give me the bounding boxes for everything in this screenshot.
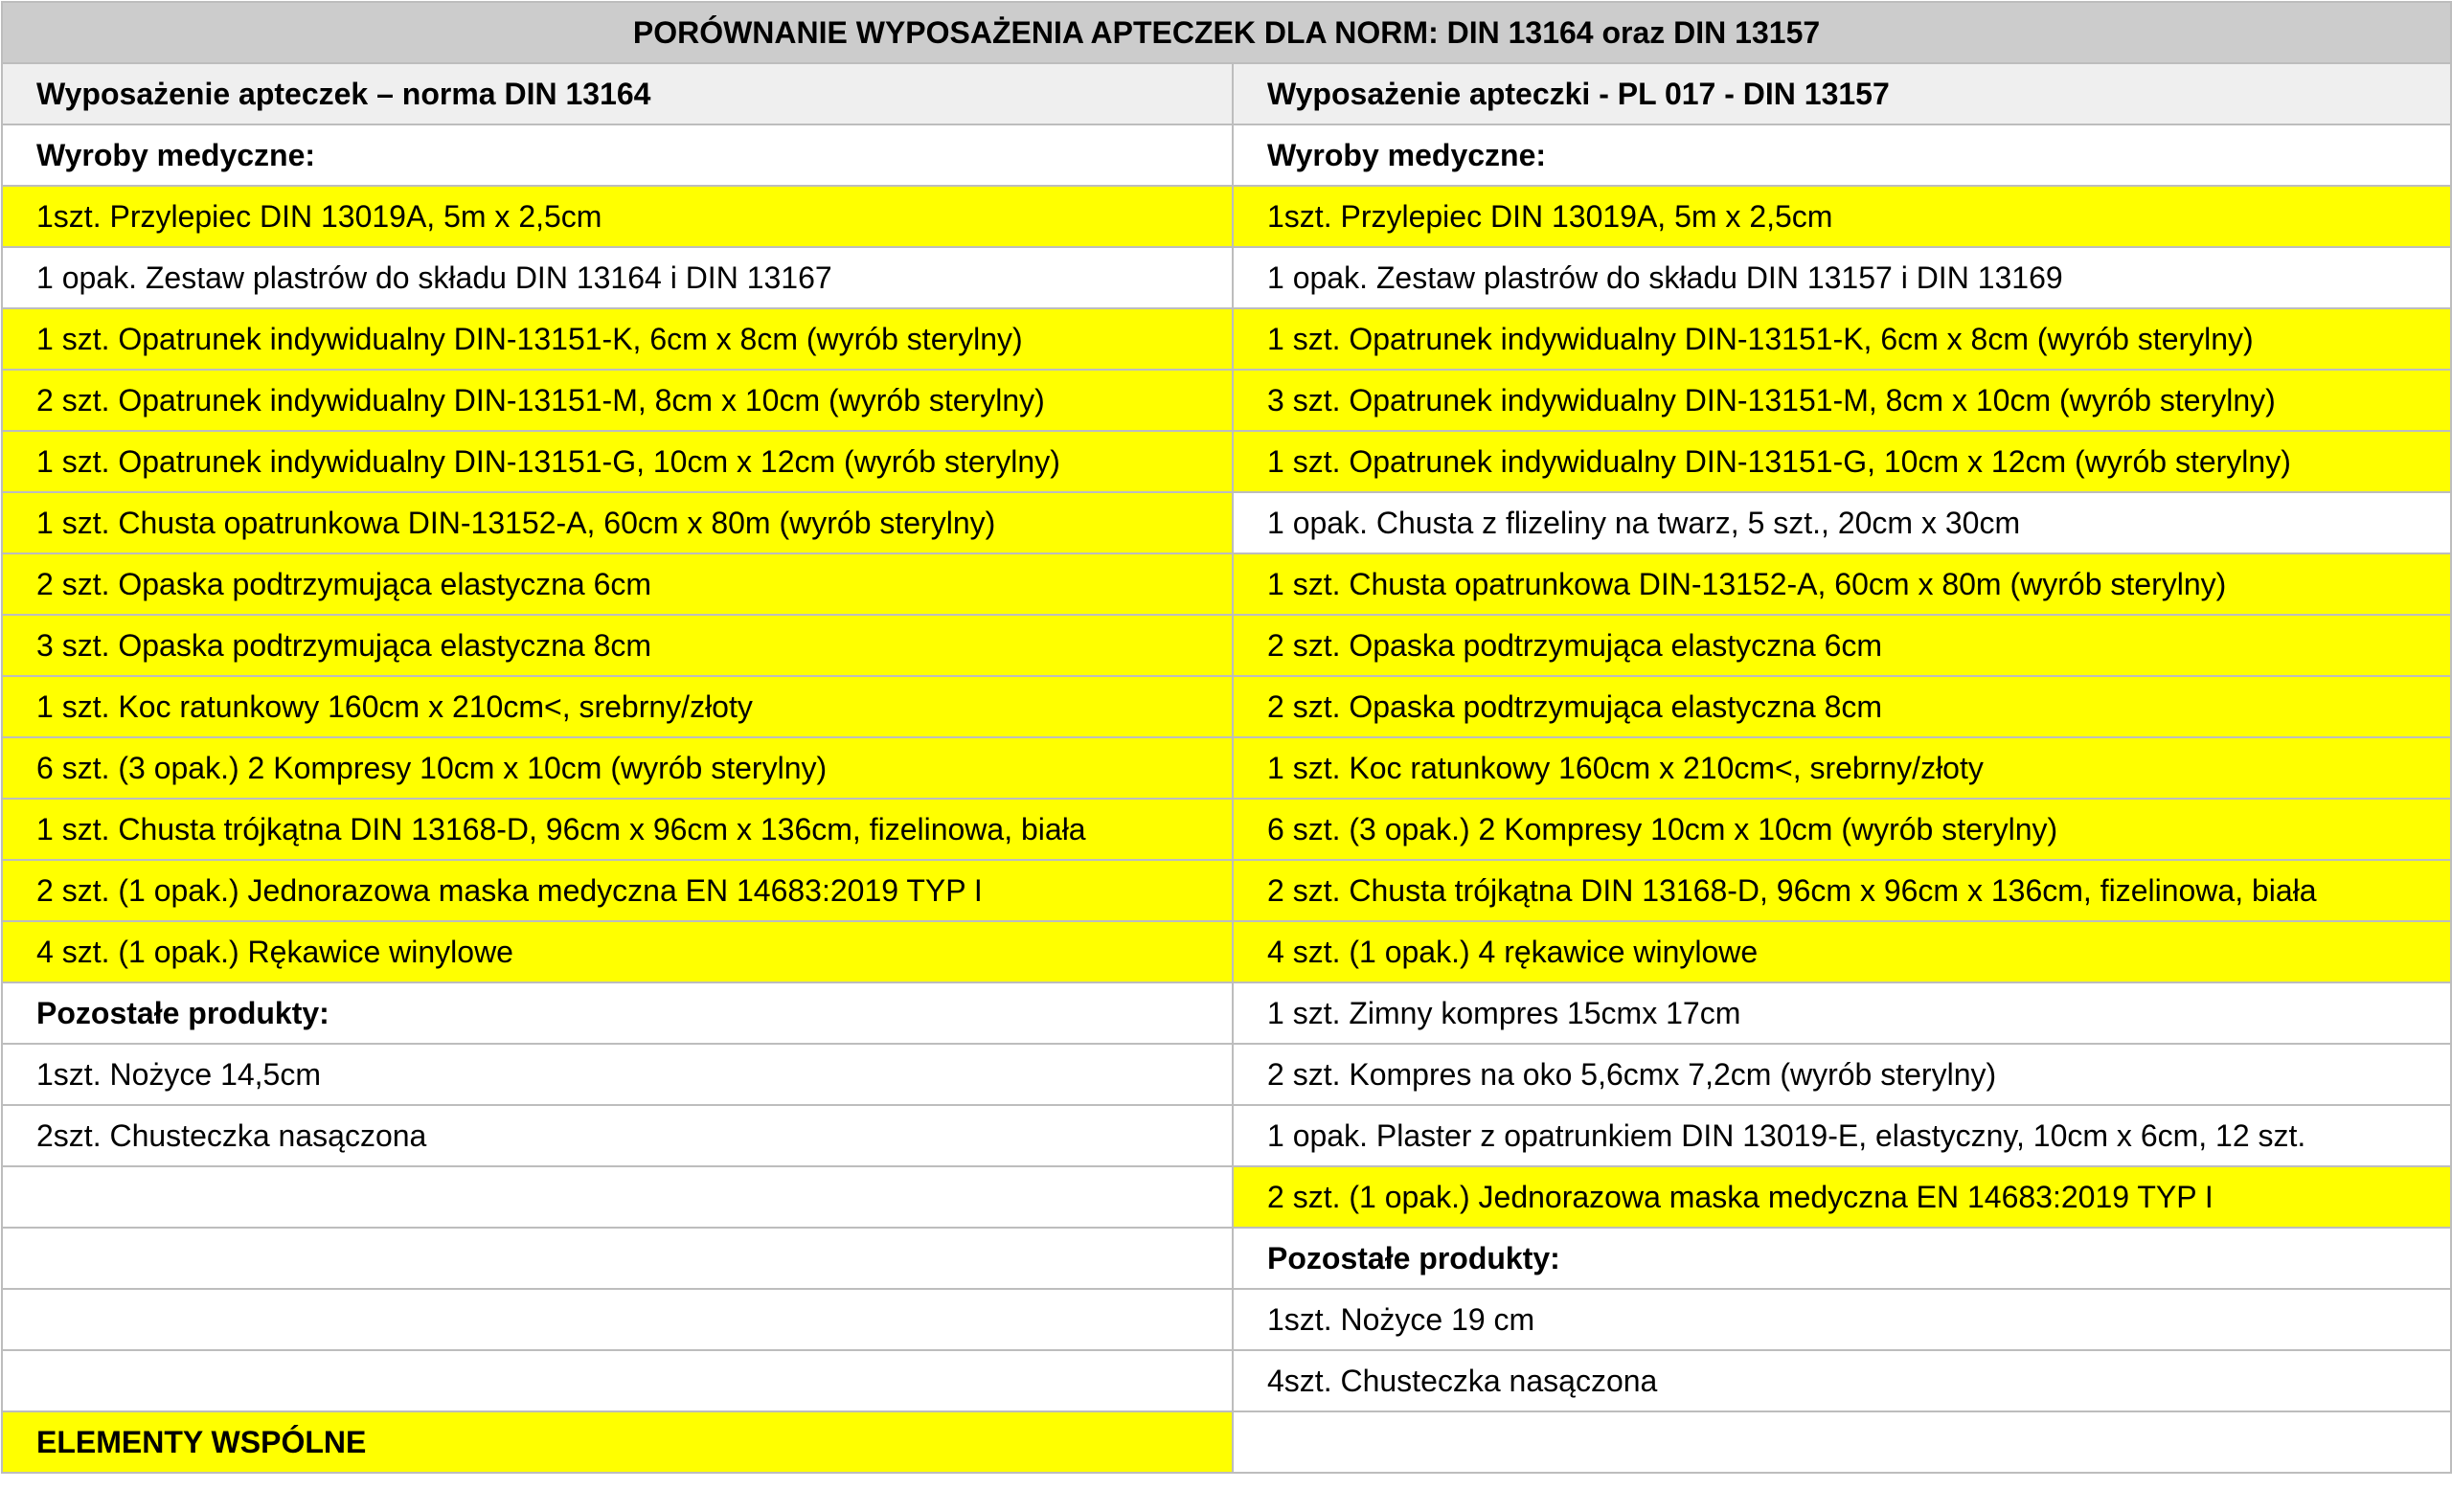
right-cell: 1 szt. Chusta opatrunkowa DIN-13152-A, 60cm x 80m (wyrób sterylny) xyxy=(1233,553,2451,615)
header-row xyxy=(2,63,2451,124)
left-cell: 1 szt. Opatrunek indywidualny DIN-13151-K, 6cm x 8cm (wyrób sterylny) xyxy=(2,308,1233,370)
table-row xyxy=(2,1105,2451,1166)
left-column-header: Wyposażenie apteczek – norma DIN 13164 xyxy=(2,63,1233,124)
left-cell xyxy=(2,1166,1233,1228)
left-section-label: Pozostałe produkty: xyxy=(2,982,1233,1044)
table-row xyxy=(2,308,2451,370)
right-cell: 2 szt. Opaska podtrzymująca elastyczna 6cm xyxy=(1233,615,2451,676)
left-cell: 2szt. Chusteczka nasączona xyxy=(2,1105,1233,1166)
right-cell: 2 szt. (1 opak.) Jednorazowa maska medyczna EN 14683:2019 TYP I xyxy=(1233,1166,2451,1228)
table-row xyxy=(2,799,2451,860)
left-cell: 1 szt. Chusta trójkątna DIN 13168-D, 96cm x 96cm x 136cm, fizelinowa, biała xyxy=(2,799,1233,860)
table-title: PORÓWNANIE WYPOSAŻENIA APTECZEK DLA NORM: DIN 13164 oraz DIN 13157 xyxy=(2,2,2451,63)
left-cell: 1 szt. Opatrunek indywidualny DIN-13151-G, 10cm x 12cm (wyrób sterylny) xyxy=(2,431,1233,492)
right-cell: 1 szt. Opatrunek indywidualny DIN-13151-K, 6cm x 8cm (wyrób sterylny) xyxy=(1233,308,2451,370)
right-cell: 1 opak. Chusta z flizeliny na twarz, 5 szt., 20cm x 30cm xyxy=(1233,492,2451,553)
table-row xyxy=(2,1350,2451,1411)
right-cell: 3 szt. Opatrunek indywidualny DIN-13151-M, 8cm x 10cm (wyrób sterylny) xyxy=(1233,370,2451,431)
right-cell: 1 szt. Opatrunek indywidualny DIN-13151-G, 10cm x 12cm (wyrób sterylny) xyxy=(1233,431,2451,492)
right-column-header: Wyposażenie apteczki - PL 017 - DIN 13157 xyxy=(1233,63,2451,124)
right-cell: 1szt. Nożyce 19 cm xyxy=(1233,1289,2451,1350)
left-section-label: Wyroby medyczne: xyxy=(2,124,1233,186)
table-row xyxy=(2,124,2451,186)
right-cell: 2 szt. Opaska podtrzymująca elastyczna 8cm xyxy=(1233,676,2451,737)
table-row xyxy=(2,676,2451,737)
table-row xyxy=(2,921,2451,982)
table-row xyxy=(2,1411,2451,1473)
left-cell xyxy=(2,1228,1233,1289)
left-cell: 1szt. Przylepiec DIN 13019A, 5m x 2,5cm xyxy=(2,186,1233,247)
table-row xyxy=(2,186,2451,247)
left-cell: 3 szt. Opaska podtrzymująca elastyczna 8cm xyxy=(2,615,1233,676)
left-cell: 2 szt. (1 opak.) Jednorazowa maska medyczna EN 14683:2019 TYP I xyxy=(2,860,1233,921)
title-row xyxy=(2,2,2451,63)
left-cell: 1 opak. Zestaw plastrów do składu DIN 13164 i DIN 13167 xyxy=(2,247,1233,308)
left-cell: 1 szt. Chusta opatrunkowa DIN-13152-A, 60cm x 80m (wyrób sterylny) xyxy=(2,492,1233,553)
table-row xyxy=(2,860,2451,921)
right-cell: 1 opak. Plaster z opatrunkiem DIN 13019-E, elastyczny, 10cm x 6cm, 12 szt. xyxy=(1233,1105,2451,1166)
right-section-label: Wyroby medyczne: xyxy=(1233,124,2451,186)
table-row xyxy=(2,1289,2451,1350)
right-cell: 1 szt. Zimny kompres 15cmx 17cm xyxy=(1233,982,2451,1044)
table-row xyxy=(2,247,2451,308)
table-row xyxy=(2,431,2451,492)
table-row xyxy=(2,615,2451,676)
left-cell: 1szt. Nożyce 14,5cm xyxy=(2,1044,1233,1105)
right-cell: 2 szt. Chusta trójkątna DIN 13168-D, 96cm x 96cm x 136cm, fizelinowa, biała xyxy=(1233,860,2451,921)
left-cell: 4 szt. (1 opak.) Rękawice winylowe xyxy=(2,921,1233,982)
left-cell xyxy=(2,1350,1233,1411)
right-cell: 1szt. Przylepiec DIN 13019A, 5m x 2,5cm xyxy=(1233,186,2451,247)
table-row xyxy=(2,1228,2451,1289)
table-row xyxy=(2,553,2451,615)
right-section-label: Pozostałe produkty: xyxy=(1233,1228,2451,1289)
left-cell: 6 szt. (3 opak.) 2 Kompresy 10cm x 10cm (wyrób sterylny) xyxy=(2,737,1233,799)
table-row xyxy=(2,1166,2451,1228)
table-row xyxy=(2,370,2451,431)
right-cell xyxy=(1233,1411,2451,1473)
right-cell: 6 szt. (3 opak.) 2 Kompresy 10cm x 10cm (wyrób sterylny) xyxy=(1233,799,2451,860)
left-cell: 1 szt. Koc ratunkowy 160cm x 210cm<, srebrny/złoty xyxy=(2,676,1233,737)
left-cell: 2 szt. Opaska podtrzymująca elastyczna 6cm xyxy=(2,553,1233,615)
table-row xyxy=(2,737,2451,799)
right-cell: 4 szt. (1 opak.) 4 rękawice winylowe xyxy=(1233,921,2451,982)
right-cell: 1 szt. Koc ratunkowy 160cm x 210cm<, srebrny/złoty xyxy=(1233,737,2451,799)
table-row xyxy=(2,1044,2451,1105)
table-row xyxy=(2,982,2451,1044)
left-cell xyxy=(2,1289,1233,1350)
left-cell: 2 szt. Opatrunek indywidualny DIN-13151-M, 8cm x 10cm (wyrób sterylny) xyxy=(2,370,1233,431)
table-row xyxy=(2,492,2451,553)
common-elements-label: ELEMENTY WSPÓLNE xyxy=(2,1411,1233,1473)
right-cell: 4szt. Chusteczka nasączona xyxy=(1233,1350,2451,1411)
right-cell: 2 szt. Kompres na oko 5,6cmx 7,2cm (wyrób sterylny) xyxy=(1233,1044,2451,1105)
right-cell: 1 opak. Zestaw plastrów do składu DIN 13157 i DIN 13169 xyxy=(1233,247,2451,308)
comparison-table xyxy=(1,1,2452,1474)
